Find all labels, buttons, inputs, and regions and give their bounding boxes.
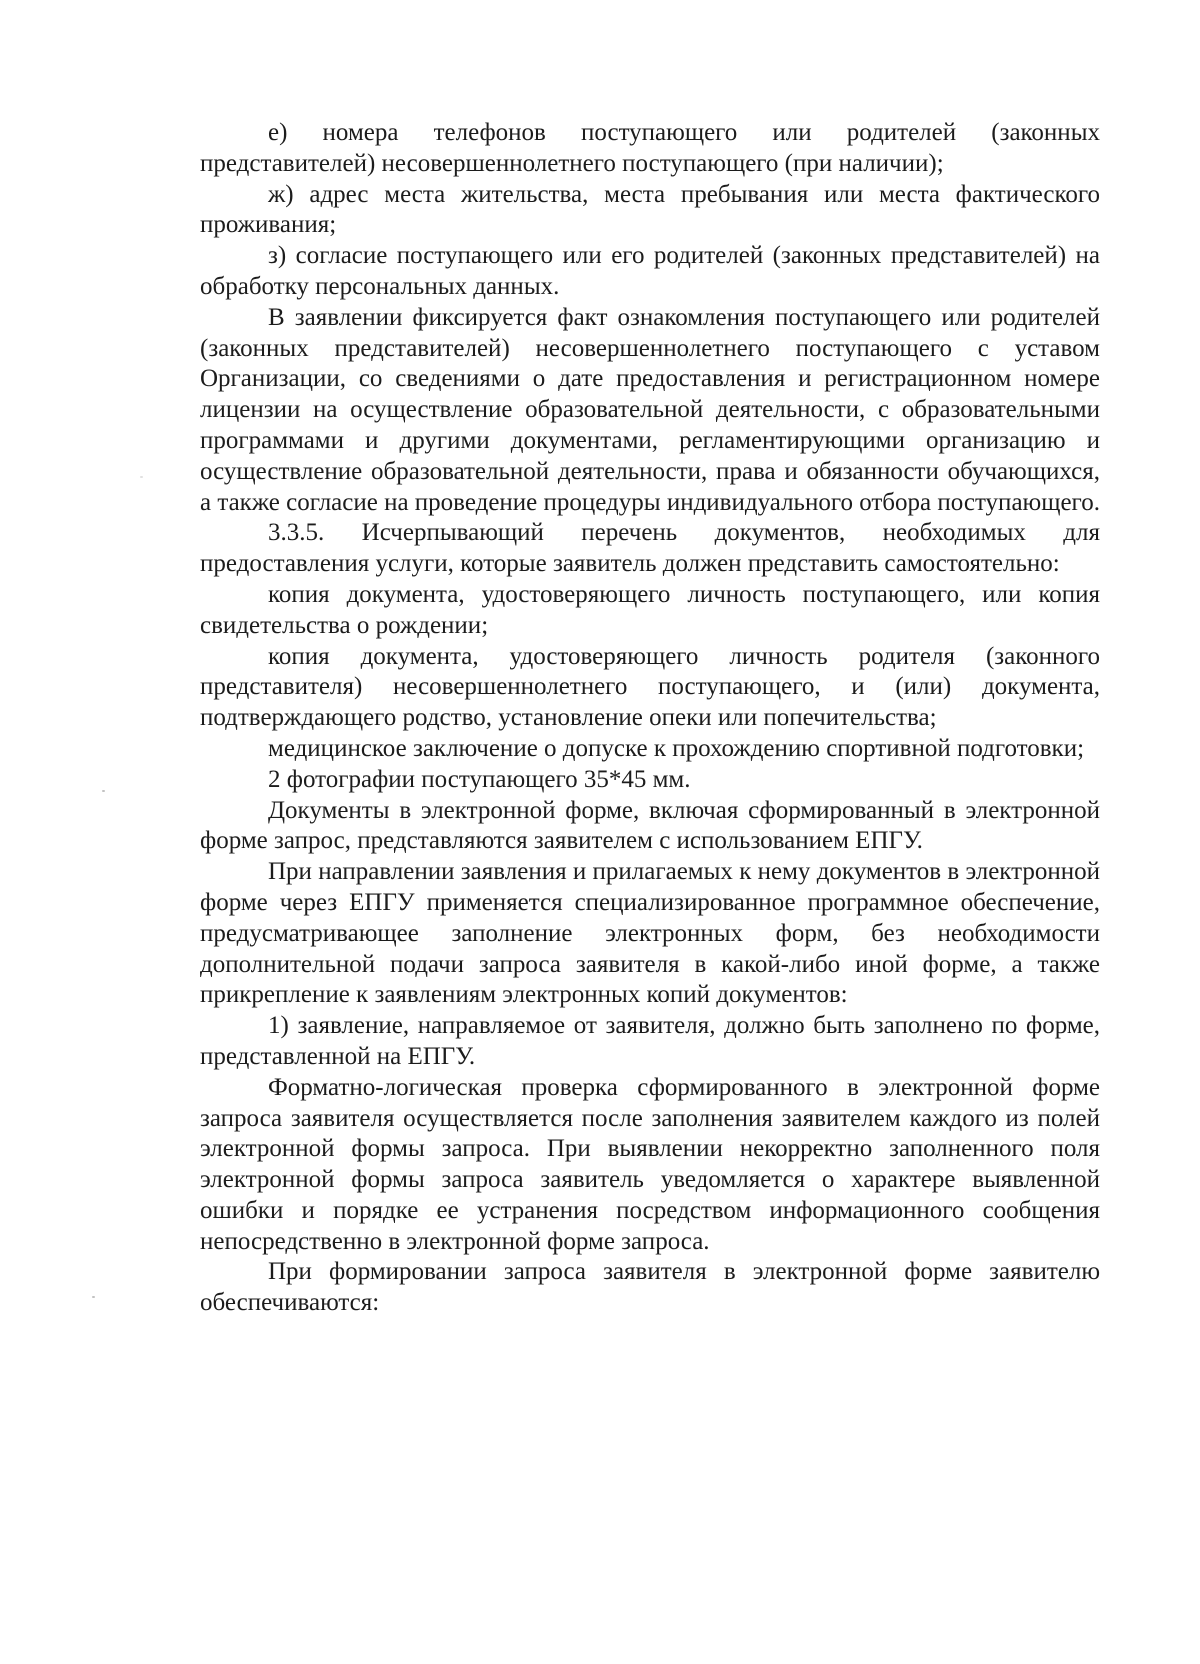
paragraph-section-3-3-5: 3.3.5. Исчерпывающий перечень документов, необходимых для предоставления услуги, которые заявитель должен представить самостоятельно:	[200, 519, 1100, 578]
paragraph-parent-identity-copy: копия документа, удостоверяющего личность родителя (законного представителя) несовершеннолетнего поступающего, и (или) документа, подтверждающего родство, установление опеки или попечительства;	[200, 642, 1100, 732]
paragraph-personal-data-consent: з) согласие поступающего или его родителей (законных представителей) на обработку персональных данных.	[200, 242, 1100, 300]
paragraph-request-forming: При формировании запроса заявителя в электронной форме заявителю обеспечиваются:	[200, 1258, 1100, 1317]
paragraph-address: ж) адрес места жительства, места пребывания или места фактического проживания;	[200, 180, 1100, 239]
scan-speck	[140, 476, 143, 478]
scan-speck	[102, 790, 105, 792]
scan-speck	[92, 1296, 95, 1298]
paragraph-identity-copy: копия документа, удостоверяющего личность поступающего, или копия свидетельства о рождении;	[200, 580, 1100, 639]
paragraph-application-form: 1) заявление, направляемое от заявителя, должно быть заполнено по форме, представленной на ЕПГУ.	[200, 1012, 1100, 1070]
paragraph-epgu-submission: При направлении заявления и прилагаемых к нему документов в электронной форме через ЕПГУ применяется специализированное программное обеспечение, предусматривающее заполнение электронных форм, без необходимости дополнительной подачи запроса заявителя в какой-либо иной форме, а также прикрепление к заявлениям электронных копий документов:	[200, 858, 1100, 1009]
paragraph-medical-certificate: медицинское заключение о допуске к прохождению спортивной подготовки;	[268, 734, 1085, 762]
paragraph-electronic-documents: Документы в электронной форме, включая сформированный в электронной форме запрос, представляются заявителем с использованием ЕПГУ.	[200, 796, 1100, 855]
paragraph-acquaintance-fact: В заявлении фиксируется факт ознакомления поступающего или родителей (законных представителей) несовершеннолетнего поступающего с уставом Организации, со сведениями о дате предоставления и регистрационном номере лицензии на осуществление образовательной деятельности, с образовательными программами и другими документами, регламентирующими организацию и осуществление образовательной деятельности, права и обязанности обучающихся, а также согласие на проведение процедуры индивидуального отбора поступающего.	[200, 303, 1100, 516]
paragraph-format-check: Форматно-логическая проверка сформированного в электронной форме запроса заявителя осуществляется после заполнения заявителем каждого из полей электронной формы запроса. При выявлении некорректно заполненного поля электронной формы запроса заявитель уведомляется о характере выявленной ошибки и порядке ее устранения посредством информационного сообщения непосредственно в электронной форме запроса.	[200, 1073, 1100, 1255]
paragraph-photos: 2 фотографии поступающего 35*45 мм.	[268, 765, 691, 793]
paragraph-phone-numbers: е) номера телефонов поступающего или родителей (законных представителей) несовершеннолетнего поступающего (при наличии);	[200, 119, 1100, 177]
document-text	[200, 118, 1100, 1319]
